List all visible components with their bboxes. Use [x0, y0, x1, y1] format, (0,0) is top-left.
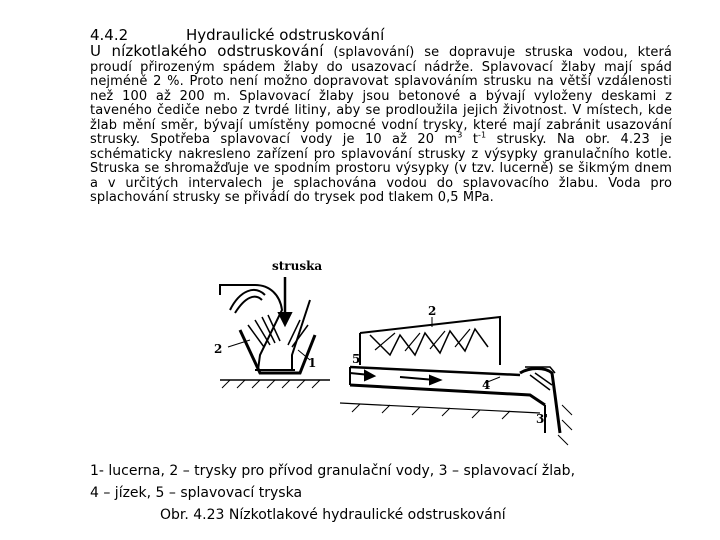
caption-figure-title: Obr. 4.23 Nízkotlakové hydraulické odstruskování	[160, 507, 506, 523]
figure-label-1: 1	[308, 356, 317, 370]
caption-line-1: 1- lucerna, 2 – trysky pro přívod granulační vody, 3 – splavovací žlab,	[90, 463, 576, 479]
paragraph-text-c: strusky. Na obr. 4.23 je schématicky nakresleno zařízení pro splavování strusky z výsypky granulačního kotle. Struska se shromažďuje ve spodním prostoru výsypky (v tzv. lucerně) se šikmým dnem a v určitých intervalech je splachována vodou do splavovacího žlabu. Voda pro splachování strusky se přivádí do trysek pod tlakem 0,5 MPa.	[90, 132, 672, 205]
paragraph-text-a: (splavování) se dopravuje struska vodou, která proudí přirozeným spádem žlaby do usazovací nádrže. Splavovací žlaby mají spád nejméně 2 %. Proto není možno dopravovat splavováním strusku na větší vzdálenosti než 100 až 200 m. Splavovací žlaby jsou betonové a bývají vyloženy deskami z taveného čediče nebo z tvrdé litiny, aby se prodloužila jejich životnost. V místech, kde žlab mění směr, bývají umístěny pomocné vodní trysky, které mají zabránit usazování strusky. Spotřeba splavovací vody je 10 až 20 m	[90, 45, 672, 147]
paragraph-lead: U nízkotlakého odstruskování	[90, 42, 324, 60]
figure-label-struska: struska	[272, 259, 323, 273]
figure-caption	[90, 460, 690, 526]
superscript-3: 3	[457, 130, 463, 140]
figure-label-3: 3'	[536, 412, 549, 426]
body-paragraph	[90, 44, 672, 206]
figure-label-2-right: 2	[428, 304, 437, 318]
left-nozzles	[248, 315, 280, 347]
right-frame-top	[360, 317, 500, 365]
sluicing-channel-bottom	[350, 385, 545, 405]
paragraph-text-b: t	[462, 132, 479, 147]
section-number: 4.4.2	[90, 26, 129, 44]
sluicing-channel-top	[350, 367, 520, 375]
diagram-drawing	[200, 255, 585, 455]
figure-label-2-left: 2	[214, 342, 223, 356]
figure-label-5: 5	[352, 352, 361, 366]
section-title: Hydraulické odstruskování	[186, 26, 385, 44]
caption-line-2: 4 – jízek, 5 – splavovací tryska	[90, 485, 303, 501]
superscript-minus-1: -1	[478, 130, 487, 140]
figure-slag-sluicing-diagram	[200, 255, 585, 455]
figure-label-4: 4	[482, 378, 491, 392]
right-nozzle-row	[370, 329, 488, 355]
